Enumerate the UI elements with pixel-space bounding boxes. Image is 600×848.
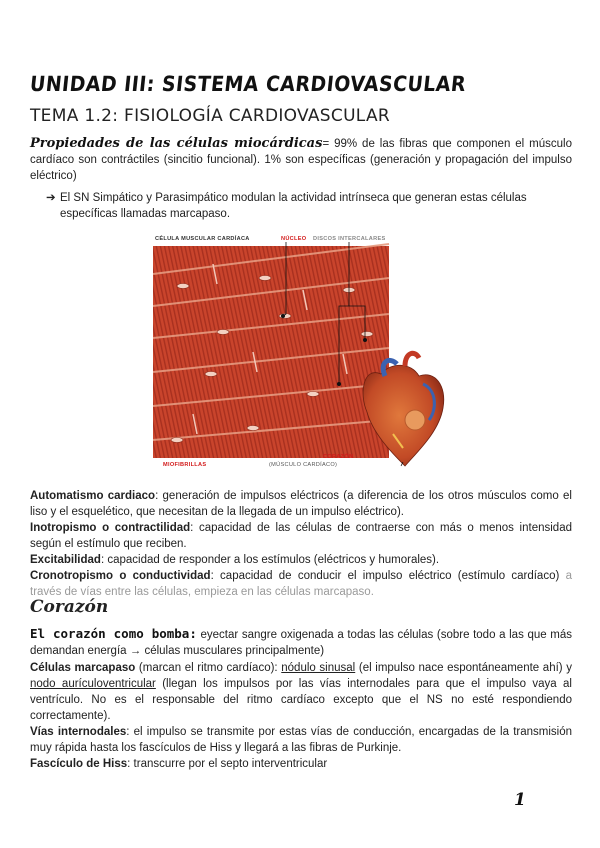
bomba-heading: El corazón como bomba: bbox=[30, 626, 197, 641]
term: Fascículo de Hiss bbox=[30, 758, 128, 770]
page-number: 1 bbox=[514, 790, 526, 810]
marcapaso-bullet bbox=[46, 190, 566, 222]
text: : el impulso se transmite por estas vías de conducción, encargadas de la transmisión muy rápida hasta los fascículos de Hiss y llegará a las fibras de Purkinje. bbox=[30, 726, 572, 754]
bullet-text: El SN Simpático y Parasimpático modulan la actividad intrínseca que generan estas células específicas llamadas marcapaso. bbox=[60, 192, 527, 220]
text: : transcurre por el septo interventricular bbox=[127, 758, 328, 770]
definition-text: : generación de impulsos eléctricos (a diferencia de los otros músculos como el liso y el esquelético, que necesitan de la llegada de un impulso eléctrico). bbox=[30, 490, 572, 518]
section-title-corazon: Corazón bbox=[30, 597, 109, 617]
propiedades-text: = 99% de las fibras que componen el músculo cardíaco son contráctiles (sincitio funcional). 1% son específicas (generación y propagación del impulso eléctrico) bbox=[30, 138, 572, 182]
definition-inotropismo bbox=[30, 520, 572, 552]
label-celula-muscular: CÉLULA MUSCULAR CARDÍACA bbox=[155, 236, 250, 242]
text: (el impulso nace espontáneamente ahí) y bbox=[355, 662, 573, 674]
term: Automatismo cardiaco bbox=[30, 490, 156, 502]
topic-title: TEMA 1.2: FISIOLOGÍA CARDIOVASCULAR bbox=[30, 106, 391, 126]
propiedades-paragraph bbox=[30, 136, 572, 184]
definition-excitabilidad bbox=[30, 552, 572, 568]
text: (llegan los impulsos por las vías internodales para que el impulso vaya al ventrículo. No es el responsable del ritmo cardíaco excepto que el NS no esté respondiendo correctamente). bbox=[30, 678, 572, 722]
bomba-text: eyectar sangre oxigenada a todas las células (sobre todo a las que más demandan energía → células musculares principalmente) bbox=[30, 629, 572, 657]
label-nucleo: NÚCLEO bbox=[281, 236, 307, 242]
label-miofibrillas: MIOFIBRILLAS bbox=[163, 462, 207, 468]
nodulo-sinusal-link: nódulo sinusal bbox=[281, 662, 356, 674]
hiss-paragraph bbox=[30, 756, 572, 772]
bomba-paragraph bbox=[30, 626, 572, 659]
definition-tail: a través de vías entre las células, empieza en las células marcapaso. bbox=[30, 570, 572, 598]
definition-text: : capacidad de las células de contraerse con más o menos intensidad según el estímulo que reciben. bbox=[30, 522, 572, 550]
marcapaso-paragraph bbox=[30, 660, 572, 724]
propiedades-heading: Propiedades de las células miocárdicas bbox=[30, 136, 323, 151]
term: Cronotropismo o conductividad bbox=[30, 570, 211, 582]
term: Células marcapaso bbox=[30, 662, 136, 674]
definition-automatismo bbox=[30, 488, 572, 520]
nodo-av-link: nodo aurículoventricular bbox=[30, 678, 156, 690]
text: (marcan el ritmo cardíaco): bbox=[135, 662, 282, 674]
term: Vías internodales bbox=[30, 726, 127, 738]
definition-text: : capacidad de conducir el impulso eléctrico (estímulo cardíaco) bbox=[210, 570, 560, 582]
definition-text: : capacidad de responder a los estímulos (eléctricos y humorales). bbox=[100, 554, 440, 566]
label-musculo-cardiaco: (MÚSCULO CARDÍACO) bbox=[269, 462, 338, 468]
unit-title: UNIDAD III: SISTEMA CARDIOVASCULAR bbox=[28, 72, 468, 96]
cardiac-muscle-figure bbox=[153, 234, 445, 474]
label-discos-intercalares: DISCOS INTERCALARES bbox=[313, 236, 386, 242]
internodales-paragraph bbox=[30, 724, 572, 756]
term: Inotropismo o contractilidad bbox=[30, 522, 191, 534]
arrow-icon: ➔ bbox=[46, 192, 56, 204]
muscle-illustration bbox=[153, 234, 445, 474]
label-corazon: CORAZÓN bbox=[323, 454, 354, 460]
term: Excitabilidad bbox=[30, 554, 101, 566]
definition-cronotropismo bbox=[30, 568, 572, 600]
